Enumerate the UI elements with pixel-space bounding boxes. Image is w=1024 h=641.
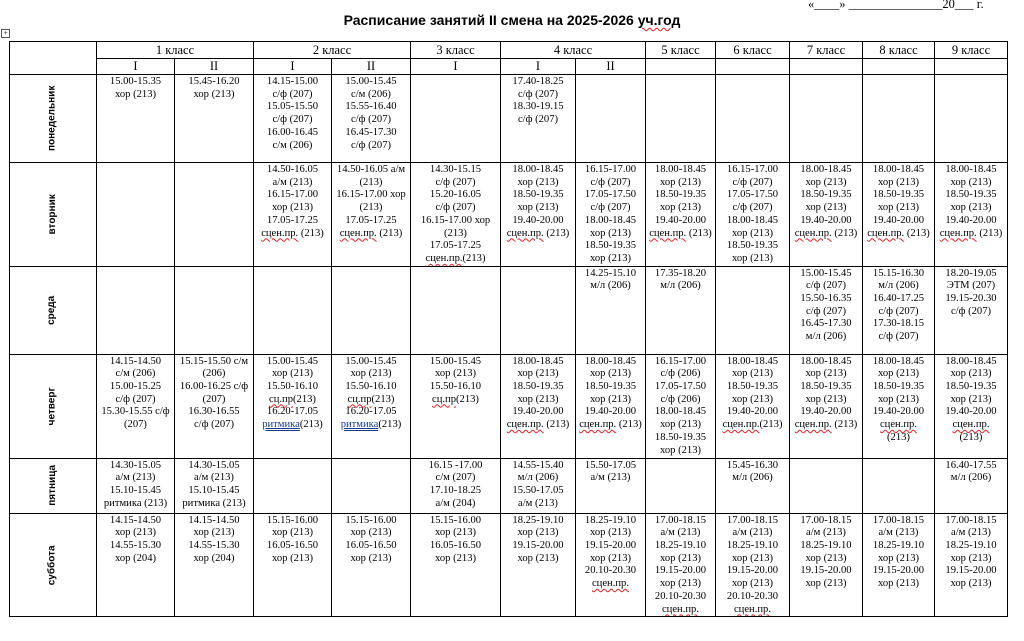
cell-text: 18.00-18.45 хор (213) 18.50-19.35 хор (213) 19.40-20.00 сцен.пр. (213) [794, 164, 858, 239]
schedule-cell [411, 266, 501, 354]
schedule-cell [790, 266, 863, 354]
flagged-word: сцен.пр. [952, 419, 990, 431]
cell-text: 15.00-15.45 хор (213) 15.50-16.10 сц.пр(213) 16.20-17.05 ритмика(213) [340, 355, 402, 431]
cell-text [790, 75, 862, 76]
cell-text: 16.40-17.55 м/л (206) [945, 459, 997, 484]
flagged-word: сц.пр [269, 393, 294, 405]
flagged-word: сцен.пр. [733, 603, 771, 615]
group-header: I [411, 59, 501, 75]
group-header-row [10, 59, 1008, 75]
day-row [10, 354, 1008, 458]
schedule-cell [790, 163, 863, 267]
class-header: 7 класс [790, 42, 863, 59]
schedule-cell [254, 75, 332, 163]
flagged-word: сцен.пр. [591, 578, 629, 590]
cell-text: 14.15-14.50 хор (213) 14.55-15.30 хор (204) [109, 514, 162, 564]
day-row [10, 266, 1008, 354]
schedule-cell [935, 266, 1008, 354]
schedule-cell [716, 75, 790, 163]
move-handle-icon[interactable]: + [1, 29, 10, 38]
schedule-cell [254, 458, 332, 513]
cell-text: 15.15-16.00 хор (213) 16.05-16.50 хор (213) [266, 514, 319, 564]
day-row [10, 513, 1008, 617]
cell-text: 16.15-17.00 с/ф (206) 17.05-17.50 с/ф (206) 18.00-18.45 хор (213) 18.50-19.35 хор (213) [654, 355, 707, 456]
schedule-cell [935, 163, 1008, 267]
cell-text: 18.25-19.10 хор (213) 19.15-20.00 хор (213) 20.10-20.30 сцен.пр. [584, 514, 637, 590]
cell-text: 15.15-15.50 с/м (206) 16.00-16.25 с/ф (207) 16.30-16.55 с/ф (207) [179, 355, 249, 431]
linked-word: ритмика [340, 419, 379, 431]
cell-text: 18.00-18.45 хор (213) 18.50-19.35 хор (213) 19.40-20.00 сцен.пр. (213) [506, 355, 570, 431]
day-row [10, 163, 1008, 267]
group-header [646, 59, 716, 75]
flagged-word: сцен.пр. [867, 227, 905, 239]
flagged-word: сцен.пр. [649, 227, 687, 239]
flagged-word: сцен.пр. [339, 227, 377, 239]
schedule-cell [501, 266, 576, 354]
cell-text [97, 267, 174, 268]
schedule-cell [790, 458, 863, 513]
cell-text: 17.35-18.20 м/л (206) [654, 267, 707, 292]
cell-text [790, 459, 862, 460]
cell-text [254, 459, 331, 460]
schedule-cell [411, 513, 501, 617]
cell-text [935, 75, 1007, 76]
day-label-cell [10, 163, 97, 267]
schedule-cell [332, 458, 411, 513]
schedule-cell [254, 266, 332, 354]
day-row [10, 75, 1008, 163]
schedule-cell [411, 75, 501, 163]
title-suffix: уч.год [637, 12, 681, 28]
cell-text: 18.00-18.45 хор (213) 18.50-19.35 хор (213) 19.40-20.00 сцен.пр. (213) [649, 164, 712, 239]
cell-text: 18.00-18.45 хор (213) 18.50-19.35 хор (213) 19.40-20.00 сцен.пр. (213) [867, 164, 930, 239]
day-label-cell [10, 266, 97, 354]
cell-text [646, 459, 715, 460]
schedule-cell [935, 458, 1008, 513]
cell-text: 15.00-15.45 хор (213) 15.50-16.10 сц.пр(213) 16.20-17.05 ритмика(213) [262, 355, 323, 431]
cell-text: 18.00-18.45 хор (213) 18.50-19.35 хор (213) 19.40-20.00 сцен.пр.(213) [722, 355, 783, 431]
group-header: II [576, 59, 646, 75]
cell-text [863, 459, 934, 460]
schedule-cell [576, 513, 646, 617]
schedule-cell [646, 458, 716, 513]
schedule-cell [97, 266, 175, 354]
date-line: «____» _______________20___ г. [808, 0, 984, 11]
cell-text: 17.00-18.15 а/м (213) 18.25-19.10 хор (213) 19.15-20.00 хор (213) 20.10-20.30 сцен.пр. [654, 514, 707, 615]
schedule-cell [175, 458, 254, 513]
class-header: 1 класс [97, 42, 254, 59]
group-header: I [501, 59, 576, 75]
schedule-cell [175, 266, 254, 354]
day-label: пятница [46, 465, 58, 507]
flagged-word: сцен.пр. [939, 227, 977, 239]
cell-text: 15.15-16.00 хор (213) 16.05-16.50 хор (213) [345, 514, 397, 564]
schedule-cell [411, 458, 501, 513]
schedule-cell [646, 75, 716, 163]
flagged-word: сцен.пр. [261, 227, 299, 239]
group-header [716, 59, 790, 75]
cell-text [646, 75, 715, 76]
cell-text: 14.15-14.50 с/м (206) 15.00-15.25 с/ф (207) 15.30-15.55 с/ф (207) [101, 355, 170, 431]
class-header: 2 класс [254, 42, 411, 59]
schedule-cell [254, 513, 332, 617]
schedule-cell [716, 266, 790, 354]
schedule-cell [646, 163, 716, 267]
cell-text [254, 267, 331, 268]
schedule-cell [254, 354, 332, 458]
class-header-row [10, 42, 1008, 59]
schedule-cell [501, 458, 576, 513]
schedule-cell [716, 354, 790, 458]
flagged-word: сцен.пр. [506, 227, 544, 239]
cell-text: 16.15-17.00 с/ф (207) 17.05-17.50 с/ф (207) 18.00-18.45 хор (213) 18.50-19.35 хор (213) [584, 164, 637, 264]
schedule-cell [501, 75, 576, 163]
class-header: 8 класс [863, 42, 935, 59]
schedule-cell [716, 458, 790, 513]
day-label: суббота [46, 545, 58, 585]
cell-text: 18.00-18.45 хор (213) 18.50-19.35 хор (213) 19.40-20.00 сцен.пр. (213) [939, 164, 1003, 239]
group-header: II [175, 59, 254, 75]
flagged-word: сцен.пр. [879, 419, 917, 431]
flagged-word: сцен.пр. [425, 252, 463, 264]
cell-text: 17.00-18.15 а/м (213) 18.25-19.10 хор (213) 19.15-20.00 хор (213) 20.10-20.30 сцен.пр. [726, 514, 779, 615]
day-label: среда [46, 295, 58, 325]
cell-text: 15.00-15.45 хор (213) 15.50-16.10 сц.пр(213) [429, 355, 482, 405]
schedule-cell [175, 354, 254, 458]
cell-text: 18.20-19.05 ЭТМ (207) 19.15-20.30 с/ф (207) [945, 267, 997, 317]
day-label: понедельник [46, 85, 58, 152]
schedule-cell [332, 75, 411, 163]
cell-text: 15.45-16.20 хор (213) [188, 76, 240, 100]
flagged-word: сцен.пр. [794, 419, 832, 431]
schedule-cell [97, 354, 175, 458]
schedule-cell [175, 163, 254, 267]
day-label-cell [10, 75, 97, 163]
schedule-cell [716, 163, 790, 267]
class-header: 3 класс [411, 42, 501, 59]
group-header [790, 59, 863, 75]
cell-text [175, 163, 253, 164]
day-label: четверг [46, 387, 58, 426]
schedule-cell [863, 163, 935, 267]
class-header: 5 класс [646, 42, 716, 59]
cell-text: 18.00-18.45 хор (213) 18.50-19.35 хор (213) 19.40-20.00 сцен.пр. (213) [506, 164, 570, 239]
flagged-word: сцен.пр. [794, 227, 832, 239]
cell-text: 16.15 -17.00 с/м (207) 17.10-18.25 а/м (204) [428, 459, 483, 509]
cell-text: 14.55-15.40 м/л (206) 15.50-17.05 а/м (213) [512, 459, 564, 509]
schedule-cell [254, 163, 332, 267]
schedule-cell [175, 513, 254, 617]
schedule-cell [97, 513, 175, 617]
cell-text: 15.15-16.00 хор (213) 16.05-16.50 хор (213) [429, 514, 482, 564]
cell-text: 17.00-18.15 а/м (213) 18.25-19.10 хор (213) 19.15-20.00 хор (213) [800, 514, 852, 590]
cell-text [576, 75, 645, 76]
group-header [935, 59, 1008, 75]
day-label-cell [10, 458, 97, 513]
cell-text: 14.25-15.10 м/л (206) [584, 267, 637, 292]
cell-text: 15.00-15.45 с/м (206) 15.55-16.40 с/ф (207) 16.45-17.30 с/ф (207) [345, 76, 397, 151]
day-label-cell [10, 354, 97, 458]
cell-text: 15.00-15.45 с/ф (207) 15.50-16.35 с/ф (207) 16.45-17.30 м/л (206) [800, 267, 852, 343]
schedule-cell [716, 513, 790, 617]
flagged-word: сцен.пр. [722, 419, 760, 431]
cell-text: 17.40-18.25 с/ф (207) 18.30-19.15 с/ф (207) [512, 76, 564, 126]
schedule-cell [935, 513, 1008, 617]
schedule-cell [576, 266, 646, 354]
cell-text [332, 267, 410, 268]
cell-text: 17.00-18.15 а/м (213) 18.25-19.10 хор (213) 19.15-20.00 хор (213) [872, 514, 925, 590]
schedule-cell [790, 354, 863, 458]
cell-text: 18.00-18.45 хор (213) 18.50-19.35 хор (213) 19.40-20.00 сцен.пр. (213) [579, 355, 642, 431]
schedule-cell [97, 75, 175, 163]
schedule-cell [97, 163, 175, 267]
group-header: I [254, 59, 332, 75]
page-title [0, 12, 1024, 28]
schedule-cell [935, 354, 1008, 458]
schedule-cell [501, 513, 576, 617]
schedule-cell [790, 513, 863, 617]
schedule-cell [646, 266, 716, 354]
schedule-cell [576, 163, 646, 267]
schedule-cell [501, 354, 576, 458]
cell-text [175, 267, 253, 268]
cell-text: 15.45-16.30 м/л (206) [726, 459, 779, 484]
schedule-cell [863, 458, 935, 513]
cell-text [716, 267, 789, 268]
flagged-word: сцен.пр. [506, 419, 544, 431]
class-header: 6 класс [716, 42, 790, 59]
cell-text: 14.30-15.05 а/м (213) 15.10-15.45 ритмика (213) [182, 459, 246, 509]
class-header: 4 класс [501, 42, 646, 59]
cell-text [716, 75, 789, 76]
schedule-cell [175, 75, 254, 163]
cell-text [97, 163, 174, 164]
cell-text: 18.00-18.45 хор (213) 18.50-19.35 хор (213) 19.40-20.00 сцен.пр. (213) [794, 355, 858, 431]
schedule-cell [97, 458, 175, 513]
schedule-cell [411, 354, 501, 458]
cell-text: 14.30-15.15 с/ф (207) 15.20-16.05 с/ф (207) 16.15-17.00 хор (213) 17.05-17.25 сцен.пр.(213) [420, 164, 491, 264]
schedule-cell [411, 163, 501, 267]
cell-text: 14.15-15.00 с/ф (207) 15.05-15.50 с/ф (207) 16.00-16.45 с/м (206) [266, 76, 319, 151]
schedule-cell [332, 266, 411, 354]
schedule-cell [646, 513, 716, 617]
class-header: 9 класс [935, 42, 1008, 59]
cell-text: 15.15-16.30 м/л (206) 16.40-17.25 с/ф (207) 17.30-18.15 с/ф (207) [872, 267, 925, 343]
cell-text [332, 459, 410, 460]
schedule-cell [863, 513, 935, 617]
cell-text: 15.00-15.35 хор (213) [109, 76, 162, 100]
cell-text [411, 75, 500, 76]
flagged-word: сцен.пр. [579, 419, 617, 431]
schedule-cell [332, 513, 411, 617]
schedule-cell [863, 266, 935, 354]
schedule-cell [863, 75, 935, 163]
cell-text: 16.15-17.00 с/ф (207) 17.05-17.50 с/ф (207) 18.00-18.45 хор (213) 18.50-19.35 хор (213) [726, 164, 779, 264]
cell-text: 14.50-16.05 а/м (213) 16.15-17.00 хор (213) 17.05-17.25 сцен.пр. (213) [261, 164, 324, 239]
cell-text: 14.30-15.05 а/м (213) 15.10-15.45 ритмика (213) [103, 459, 168, 509]
group-header: II [332, 59, 411, 75]
group-header [863, 59, 935, 75]
schedule-cell [935, 75, 1008, 163]
schedule-cell [576, 354, 646, 458]
flagged-word: сц.пр [432, 393, 457, 405]
flagged-word: сцен.пр. [661, 603, 699, 615]
schedule-table [9, 41, 1008, 617]
flagged-word: сц.пр [347, 393, 372, 405]
cell-text: 15.50-17.05 а/м (213) [584, 459, 637, 484]
day-label-cell [10, 513, 97, 617]
schedule-cell [501, 163, 576, 267]
day-row [10, 458, 1008, 513]
schedule-cell [790, 75, 863, 163]
schedule-cell [576, 458, 646, 513]
schedule-cell [863, 354, 935, 458]
cell-text: 18.00-18.45 хор (213) 18.50-19.35 хор (213) 19.40-20.00 сцен.пр. (213) [872, 355, 925, 443]
schedule-cell [332, 163, 411, 267]
cell-text: 17.00-18.15 а/м (213) 18.25-19.10 хор (213) 19.15-20.00 хор (213) [945, 514, 997, 590]
schedule-cell [576, 75, 646, 163]
cell-text: 14.50-16.05 а/м (213) 16.15-17.00 хор (213) 17.05-17.25 сцен.пр. (213) [336, 164, 406, 239]
schedule-cell [332, 354, 411, 458]
cell-text: 14.15-14.50 хор (213) 14.55-15.30 хор (204) [188, 514, 240, 564]
group-header: I [97, 59, 175, 75]
cell-text [411, 267, 500, 268]
cell-text [863, 75, 934, 76]
cell-text: 18.00-18.45 хор (213) 18.50-19.35 хор (213) 19.40-20.00 сцен.пр. (213) [945, 355, 997, 443]
corner-cell [10, 42, 97, 75]
schedule-cell [646, 354, 716, 458]
cell-text [501, 267, 575, 268]
day-label: вторник [46, 194, 58, 235]
linked-word: ритмика [262, 419, 300, 431]
title-main: Расписание занятий II смена на 2025-2026 [343, 12, 634, 28]
cell-text: 18.25-19.10 хор (213) 19.15-20.00 хор (213) [512, 514, 564, 564]
